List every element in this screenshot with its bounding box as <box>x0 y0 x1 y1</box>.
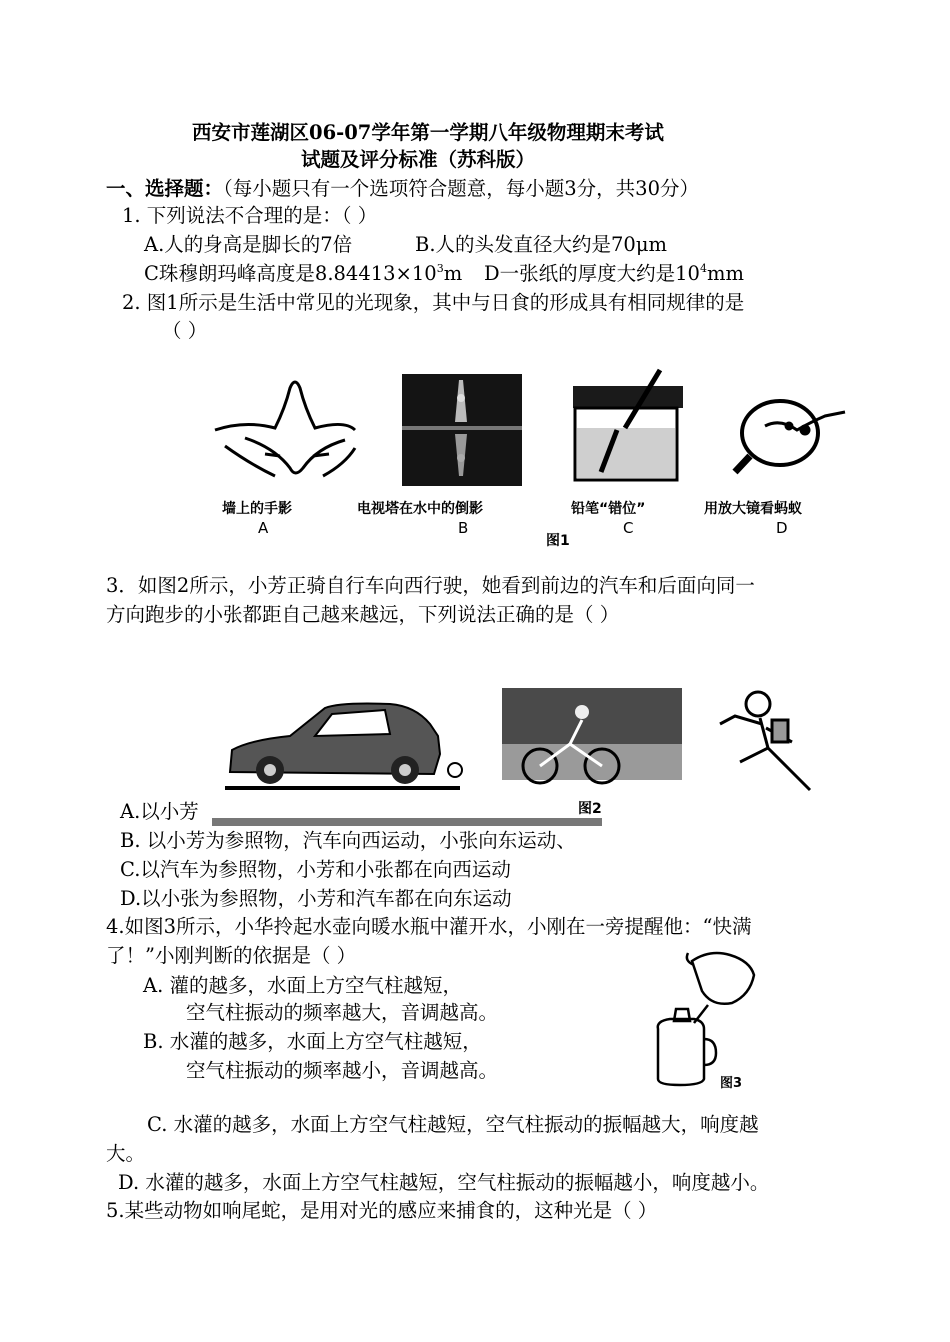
runner-icon <box>720 692 810 790</box>
q4-option-d: D. 水灌的越多，水面上方空气柱越短，空气柱振动的振幅越小，响度越小。 <box>118 1171 770 1194</box>
q4-stem-line-2: 了！”小刚判断的依据是（ ） <box>106 944 357 967</box>
magnifier-ant-icon <box>735 401 845 472</box>
q4-option-c-line-2: 大。 <box>106 1142 146 1165</box>
q4-option-b-line-2: 空气柱振动的频率越小，音调越高。 <box>186 1059 499 1082</box>
q3-stem-line-2: 方向跑步的小张都距自己越来越远，下列说法正确的是（ ） <box>106 603 620 626</box>
q3-noise-strip <box>212 818 602 826</box>
q1-option-b: B.人的头发直径大约是70μm <box>415 233 668 256</box>
pencil-in-glass-icon <box>573 370 683 480</box>
q5-stem: 5.某些动物如响尾蛇，是用对光的感应来捕食的，这种光是（ ） <box>106 1199 658 1222</box>
q1-option-c-text: C珠穆朗玛峰高度是8.84413×10 <box>144 262 437 285</box>
figure-1-letter-d: D <box>776 519 788 537</box>
figure-1-label-b: 电视塔在水中的倒影 <box>357 501 483 517</box>
q4-stem-line-1: 4.如图3所示，小华拎起水壶向暖水瓶中灌开水，小刚在一旁提醒他：“快满 <box>106 915 752 938</box>
q3-option-a: A.以小芳 <box>120 800 199 823</box>
q1-option-c-unit: m <box>443 262 463 285</box>
figure-1-label-c: 铅笔“错位” <box>571 501 646 517</box>
q1-option-c-exponent: 3 <box>436 262 444 275</box>
q1-option-d-text: D一张纸的厚度大约是10 <box>484 262 700 285</box>
page-subtitle: 试题及评分标准（苏科版） <box>301 148 536 171</box>
hand-shadow-bird-icon <box>215 382 355 476</box>
figure-3 <box>650 945 770 1093</box>
figure-1-caption: 图1 <box>546 533 570 549</box>
kettle-thermos-icon <box>658 953 754 1085</box>
q1-option-d <box>484 261 744 287</box>
section-note: （每小题只有一个选项符合题意，每小题3分，共30分） <box>223 177 699 200</box>
q4-option-b-line-1: B. 水灌的越多，水面上方空气柱越短， <box>143 1030 482 1053</box>
figure-2-caption: 图2 <box>578 801 602 817</box>
figure-3-caption: 图3 <box>720 1076 743 1091</box>
q3-option-b: B. 以小芳为参照物，汽车向西运动，小张向东运动、 <box>120 829 576 852</box>
q4-option-a-line-2: 空气柱振动的频率越大，音调越高。 <box>186 1001 499 1024</box>
q2-answer-paren: （ ） <box>162 319 208 342</box>
q1-option-d-exponent: 4 <box>699 262 707 275</box>
q3-stem-line-1: 3．如图2所示，小芳正骑自行车向西行驶，她看到前边的汽车和后面向同一 <box>106 574 755 597</box>
q4-option-a-line-1: A. 灌的越多，水面上方空气柱越短， <box>143 974 462 997</box>
figure-1-letter-b: B <box>458 519 469 537</box>
figure-1 <box>205 368 855 488</box>
figure-1-label-d: 用放大镜看蚂蚁 <box>704 501 802 517</box>
page-title: 西安市莲湖区06-07学年第一学期八年级物理期末考试 <box>192 121 664 144</box>
figure-1-label-a: 墙上的手影 <box>222 501 292 517</box>
figure-2 <box>220 684 850 806</box>
q2-stem: 2. 图1所示是生活中常见的光现象，其中与日食的形成具有相同规律的是 <box>122 291 745 314</box>
q1-option-c <box>144 261 462 287</box>
section-heading <box>106 176 699 202</box>
figure-1-letter-c: C <box>623 519 634 537</box>
section-title: 一、选择题： <box>106 177 224 200</box>
q1-option-a: A.人的身高是脚长的7倍 <box>144 233 353 256</box>
q1-option-d-unit: mm <box>706 262 744 285</box>
q1-stem: 1. 下列说法不合理的是：（ ） <box>122 204 378 227</box>
car-icon <box>225 704 462 789</box>
q3-option-c: C.以汽车为参照物，小芳和小张都在向西运动 <box>120 858 511 881</box>
q4-option-c-line-1: C. 水灌的越多，水面上方空气柱越短，空气柱振动的振幅越大，响度越 <box>147 1113 759 1136</box>
figure-1-letter-a: A <box>258 519 269 537</box>
q3-option-d: D.以小张为参照物，小芳和汽车都在向东运动 <box>120 887 512 910</box>
tv-tower-reflection-icon <box>402 374 522 486</box>
cyclist-icon <box>502 688 682 783</box>
